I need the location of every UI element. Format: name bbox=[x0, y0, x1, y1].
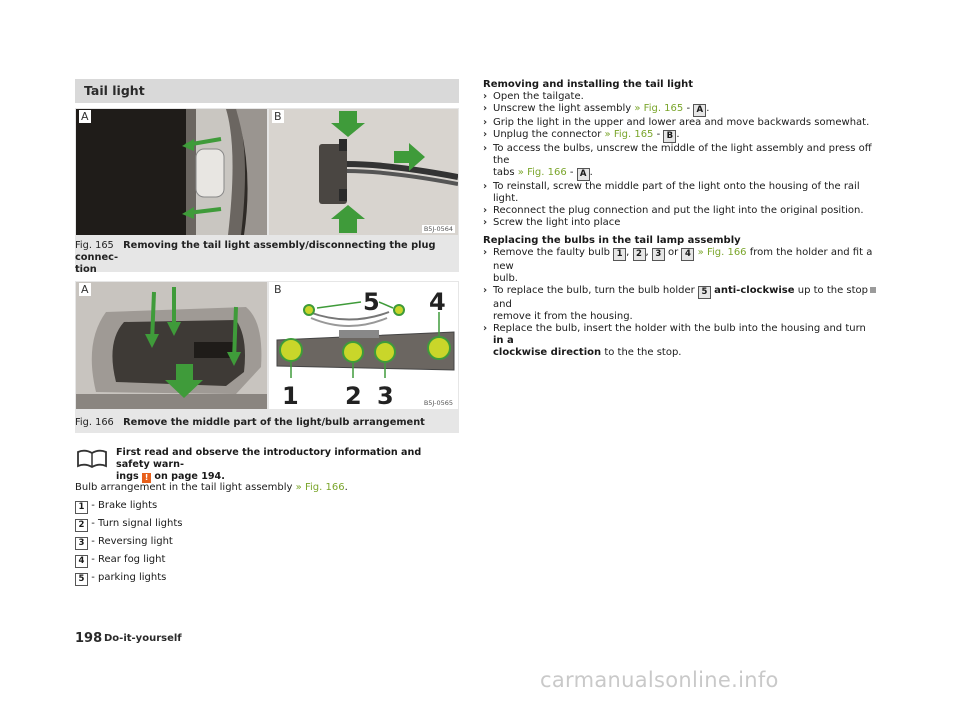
step-or: or bbox=[668, 247, 679, 258]
panel-tag: A bbox=[577, 168, 590, 181]
bulb-label-2: 2 bbox=[345, 382, 362, 409]
step-text: from the holder and fit a new bbox=[493, 247, 873, 272]
legend-label: - Brake lights bbox=[91, 500, 158, 511]
step-item: › Remove the faulty bulb 1 , 2 , 3 or 4 » Fig. 166 from the holder and fit a new bulb. bbox=[483, 247, 873, 284]
legend-label: - Turn signal lights bbox=[91, 518, 183, 529]
bulb-tag: 2 bbox=[633, 248, 646, 261]
chevron-right-icon: › bbox=[483, 143, 488, 154]
fig-ref-link[interactable]: » Fig. 165 bbox=[634, 103, 684, 114]
bulb-5-marker-left bbox=[304, 305, 314, 315]
step-text: Remove the faulty bulb bbox=[493, 247, 610, 258]
step-emphasis: in a bbox=[493, 335, 514, 346]
step-text: To reinstall, screw the middle part of the light onto the housing of the rail light. bbox=[493, 181, 860, 204]
chapter-label: Do-it-yourself bbox=[104, 633, 182, 644]
chevron-right-icon: › bbox=[483, 117, 488, 128]
legend-num: 1 bbox=[75, 501, 88, 514]
step-item: › Unplug the connector » Fig. 165 - B . bbox=[483, 129, 680, 141]
step-text: Screw the light into place bbox=[493, 217, 621, 228]
step-item: › To access the bulbs, unscrew the middle of the light assembly and press off the tabs » Fig. 166 - A . bbox=[483, 143, 872, 179]
intro-end: . bbox=[344, 482, 348, 493]
step-item bbox=[483, 285, 873, 323]
panel-tag: A bbox=[693, 104, 706, 117]
figure-166 bbox=[75, 281, 459, 433]
legend-num: 3 bbox=[75, 537, 88, 550]
legend-num: 4 bbox=[75, 555, 88, 568]
step-item: › Unscrew the light assembly » Fig. 165 - A . bbox=[483, 103, 710, 115]
chevron-right-icon: › bbox=[483, 181, 488, 192]
fig166-code: B5J-0565 bbox=[423, 399, 453, 407]
fig165-caption-text: Removing the tail light assembly/disconnecting the plug connec- bbox=[75, 240, 436, 263]
fig165-number: Fig. 165 bbox=[75, 240, 114, 251]
step-item bbox=[483, 91, 873, 103]
bulb-tag: 4 bbox=[681, 248, 694, 261]
bulb-label-1: 1 bbox=[282, 382, 299, 409]
legend-label: - Reversing light bbox=[91, 536, 173, 547]
step-text: Unplug the connector bbox=[493, 129, 602, 140]
fig166-panel-a-letter: A bbox=[81, 283, 89, 296]
bulb-intro bbox=[75, 482, 348, 494]
step-item bbox=[483, 217, 873, 229]
fig165-caption bbox=[75, 240, 455, 276]
fig165-panel-b-letter: B bbox=[274, 110, 282, 123]
chevron-right-icon: › bbox=[483, 91, 488, 102]
fig165-photo-b bbox=[269, 109, 458, 235]
step-item bbox=[483, 181, 873, 205]
step-item bbox=[483, 323, 873, 359]
chevron-right-icon: › bbox=[483, 205, 488, 216]
replacing-title: Replacing the bulbs in the tail lamp assembly bbox=[483, 235, 741, 246]
fig166-photo-a bbox=[76, 282, 267, 409]
section-header bbox=[75, 79, 459, 103]
step-item bbox=[483, 117, 873, 129]
step-emphasis: anti-clockwise bbox=[714, 285, 795, 296]
bulb-tag: 3 bbox=[652, 248, 665, 261]
fig-ref-link[interactable]: » Fig. 166 bbox=[697, 247, 747, 258]
intro-fig-ref[interactable]: » Fig. 166 bbox=[295, 482, 345, 493]
watermark: carmanualsonline.info bbox=[540, 668, 779, 692]
bulb-2-marker bbox=[343, 342, 363, 362]
figure-165 bbox=[75, 108, 459, 275]
fig166-panel-a bbox=[76, 282, 267, 409]
intro-text: Bulb arrangement in the tail light assembly bbox=[75, 482, 293, 493]
warning-line1: First read and observe the introductory information and safety warn- bbox=[116, 447, 422, 470]
open-book-icon bbox=[76, 448, 108, 470]
step-text: up to the stop and bbox=[493, 285, 869, 310]
fig166-caption bbox=[75, 417, 455, 429]
legend-label: - parking lights bbox=[91, 572, 167, 583]
step-text: Replace the bulb, insert the holder with the bulb into the housing and turn bbox=[493, 323, 866, 334]
step-text-cont: tabs bbox=[493, 167, 515, 178]
panel-tag: B bbox=[663, 130, 676, 143]
section-title: Tail light bbox=[84, 83, 145, 98]
step-text-cont: bulb. bbox=[493, 273, 518, 284]
legend-num: 5 bbox=[75, 573, 88, 586]
legend-item bbox=[75, 518, 183, 532]
right-column bbox=[483, 79, 873, 359]
fig165-panel-a bbox=[76, 109, 267, 235]
fig165-caption-cont: tion bbox=[75, 264, 97, 275]
step-text: Grip the light in the upper and lower area and move backwards somewhat. bbox=[493, 117, 870, 128]
bulb-tag: 1 bbox=[613, 248, 626, 261]
chevron-right-icon: › bbox=[483, 323, 488, 334]
bulb-tag: 5 bbox=[698, 286, 711, 299]
chevron-right-icon: › bbox=[483, 247, 488, 258]
fig166-caption-text: Remove the middle part of the light/bulb arrangement bbox=[123, 417, 425, 428]
step-text: Unscrew the light assembly bbox=[493, 103, 632, 114]
legend-item bbox=[75, 554, 165, 568]
section-end-marker bbox=[870, 287, 876, 293]
warning-exclamation-icon: ! bbox=[142, 473, 151, 483]
bulb-4-marker bbox=[428, 337, 450, 359]
removing-title: Removing and installing the tail light bbox=[483, 79, 693, 90]
bulb-label-3: 3 bbox=[377, 382, 394, 409]
step-text-cont: to the the stop. bbox=[604, 347, 682, 358]
chevron-right-icon: › bbox=[483, 103, 488, 114]
fig166-photo-b bbox=[269, 282, 458, 409]
fig165-code: B5J-0564 bbox=[423, 225, 453, 233]
fig166-panel-b-letter: B bbox=[274, 283, 282, 296]
warning-line2-post: on page 194. bbox=[154, 471, 225, 482]
step-emphasis: clockwise direction bbox=[493, 347, 602, 358]
step-text: Reconnect the plug connection and put the light into the original position. bbox=[493, 205, 864, 216]
legend-num: 2 bbox=[75, 519, 88, 532]
legend-label: - Rear fog light bbox=[91, 554, 166, 565]
legend-item bbox=[75, 536, 173, 550]
fig165-photo-a bbox=[76, 109, 267, 235]
bulb-1-marker bbox=[280, 339, 302, 361]
step-text: Open the tailgate. bbox=[493, 91, 584, 102]
safety-warning-text bbox=[116, 447, 456, 483]
fig-ref-link[interactable]: » Fig. 166 bbox=[517, 167, 567, 178]
chevron-right-icon: › bbox=[483, 129, 488, 140]
step-text: To access the bulbs, unscrew the middle of the light assembly and press off the bbox=[493, 143, 872, 166]
bulb-5-marker-right bbox=[394, 305, 404, 315]
legend-item bbox=[75, 500, 157, 514]
step-item bbox=[483, 205, 873, 217]
legend-item bbox=[75, 572, 166, 586]
fig165-panel-b bbox=[269, 109, 458, 235]
page-number: 198 bbox=[75, 631, 103, 646]
chevron-right-icon: › bbox=[483, 285, 488, 296]
bulb-label-5: 5 bbox=[363, 288, 380, 316]
fig165-panel-a-letter: A bbox=[81, 110, 89, 123]
warning-line2-pre: ings bbox=[116, 471, 139, 482]
step-text-cont: remove it from the housing. bbox=[493, 311, 633, 322]
bulb-label-4: 4 bbox=[429, 288, 446, 316]
step-text: To replace the bulb, turn the bulb holder bbox=[493, 285, 695, 296]
chevron-right-icon: › bbox=[483, 217, 488, 228]
bulb-3-marker bbox=[375, 342, 395, 362]
fig166-number: Fig. 166 bbox=[75, 417, 114, 428]
fig-ref-link[interactable]: » Fig. 165 bbox=[604, 129, 654, 140]
fig166-panel-b bbox=[269, 282, 458, 409]
